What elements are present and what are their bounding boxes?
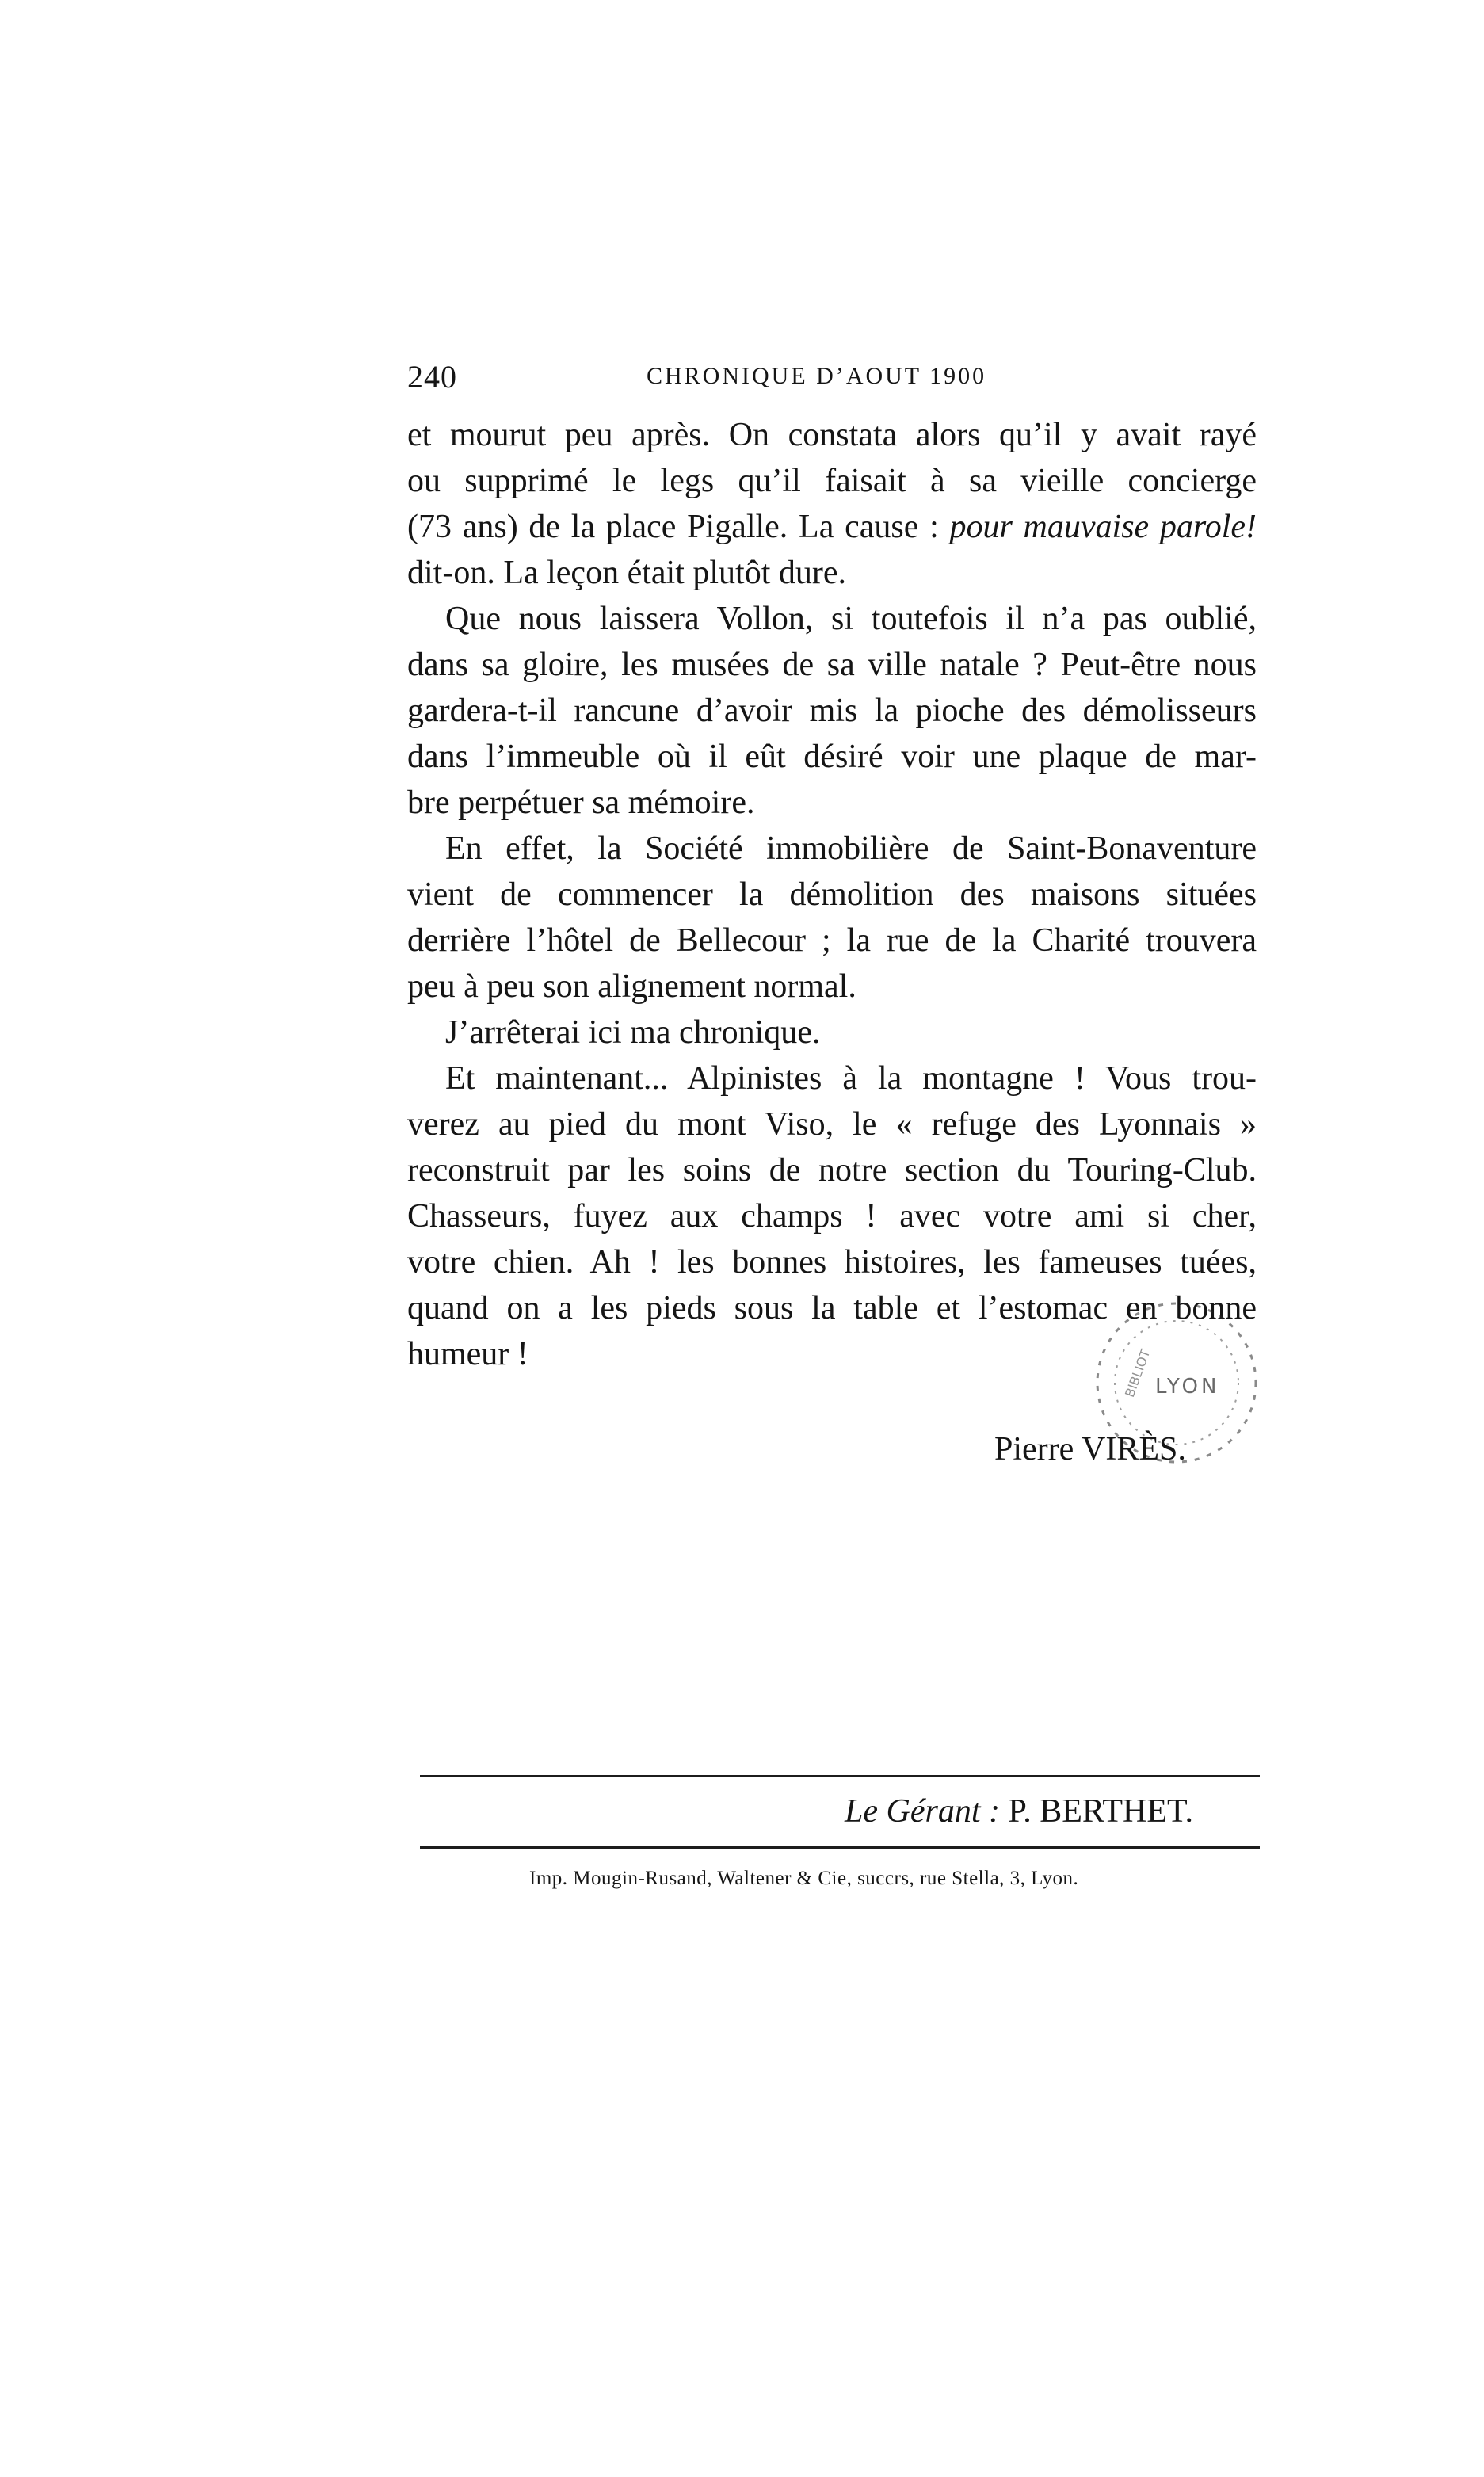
gerant-line xyxy=(845,1792,1193,1830)
text-line: humeur ! xyxy=(407,1336,528,1372)
italic-phrase: pour mauvaise parole! xyxy=(949,509,1257,545)
gerant-label: Le Gérant : xyxy=(845,1793,1000,1830)
running-title: CHRONIQUE D’AOUT 1900 xyxy=(647,363,987,389)
gerant-name: P. BERTHET. xyxy=(1008,1793,1194,1830)
text-line: dans sa gloire, les musées de sa ville natale ? Peut-être nous xyxy=(407,647,1257,683)
text-line-part: (73 ans) de la place Pigalle. La cause : xyxy=(407,509,950,545)
text-line: ou supprimé le legs qu’il faisait à sa vieille concierge xyxy=(407,463,1257,499)
footer-rule-bottom xyxy=(420,1846,1260,1849)
text-line: reconstruit par les soins de notre section du Touring-Club. xyxy=(407,1152,1257,1189)
text-line: gardera-t-il rancune d’avoir mis la pioche des démolisseurs xyxy=(407,693,1257,729)
text-line: quand on a les pieds sous la table et l’estomac en bonne xyxy=(407,1290,1257,1326)
text-line: et mourut peu après. On constata alors qu’il y avait rayé xyxy=(407,417,1257,453)
page-header xyxy=(407,358,1257,398)
text-line: Et maintenant... Alpinistes à la montagne ! Vous trou- xyxy=(445,1060,1257,1097)
body-text xyxy=(407,412,1257,1377)
page-number: 240 xyxy=(407,359,457,395)
text-line: bre perpétuer sa mémoire. xyxy=(407,784,755,821)
signature: Pierre VIRÈS. xyxy=(994,1431,1186,1467)
text-line: J’arrêterai ici ma chronique. xyxy=(445,1014,821,1051)
text-line: vient de commencer la démolition des maisons situées xyxy=(407,876,1257,913)
printer-imprint: Imp. Mougin-Rusand, Waltener & Cie, succrs, rue Stella, 3, Lyon. xyxy=(529,1868,1079,1889)
text-line: dans l’immeuble où il eût désiré voir une plaque de mar- xyxy=(407,739,1257,775)
text-line xyxy=(407,504,1257,550)
text-line: dit-on. La leçon était plutôt dure. xyxy=(407,555,846,591)
text-line: derrière l’hôtel de Bellecour ; la rue de la Charité trouvera xyxy=(407,922,1257,959)
text-line: Que nous laissera Vollon, si toutefois il n’a pas oublié, xyxy=(445,601,1257,637)
text-line: votre chien. Ah ! les bonnes histoires, les fameuses tuées, xyxy=(407,1244,1257,1280)
text-line: peu à peu son alignement normal. xyxy=(407,968,856,1005)
svg-text:BIBLIOT: BIBLIOT xyxy=(1122,1347,1154,1399)
text-line: verez au pied du mont Viso, le « refuge des Lyonnais » xyxy=(407,1106,1257,1143)
svg-text:LYON: LYON xyxy=(1155,1375,1220,1399)
footer-rule-top xyxy=(420,1775,1260,1777)
text-line: En effet, la Société immobilière de Saint-Bonaventure xyxy=(445,830,1257,867)
text-line: Chasseurs, fuyez aux champs ! avec votre ami si cher, xyxy=(407,1198,1257,1235)
